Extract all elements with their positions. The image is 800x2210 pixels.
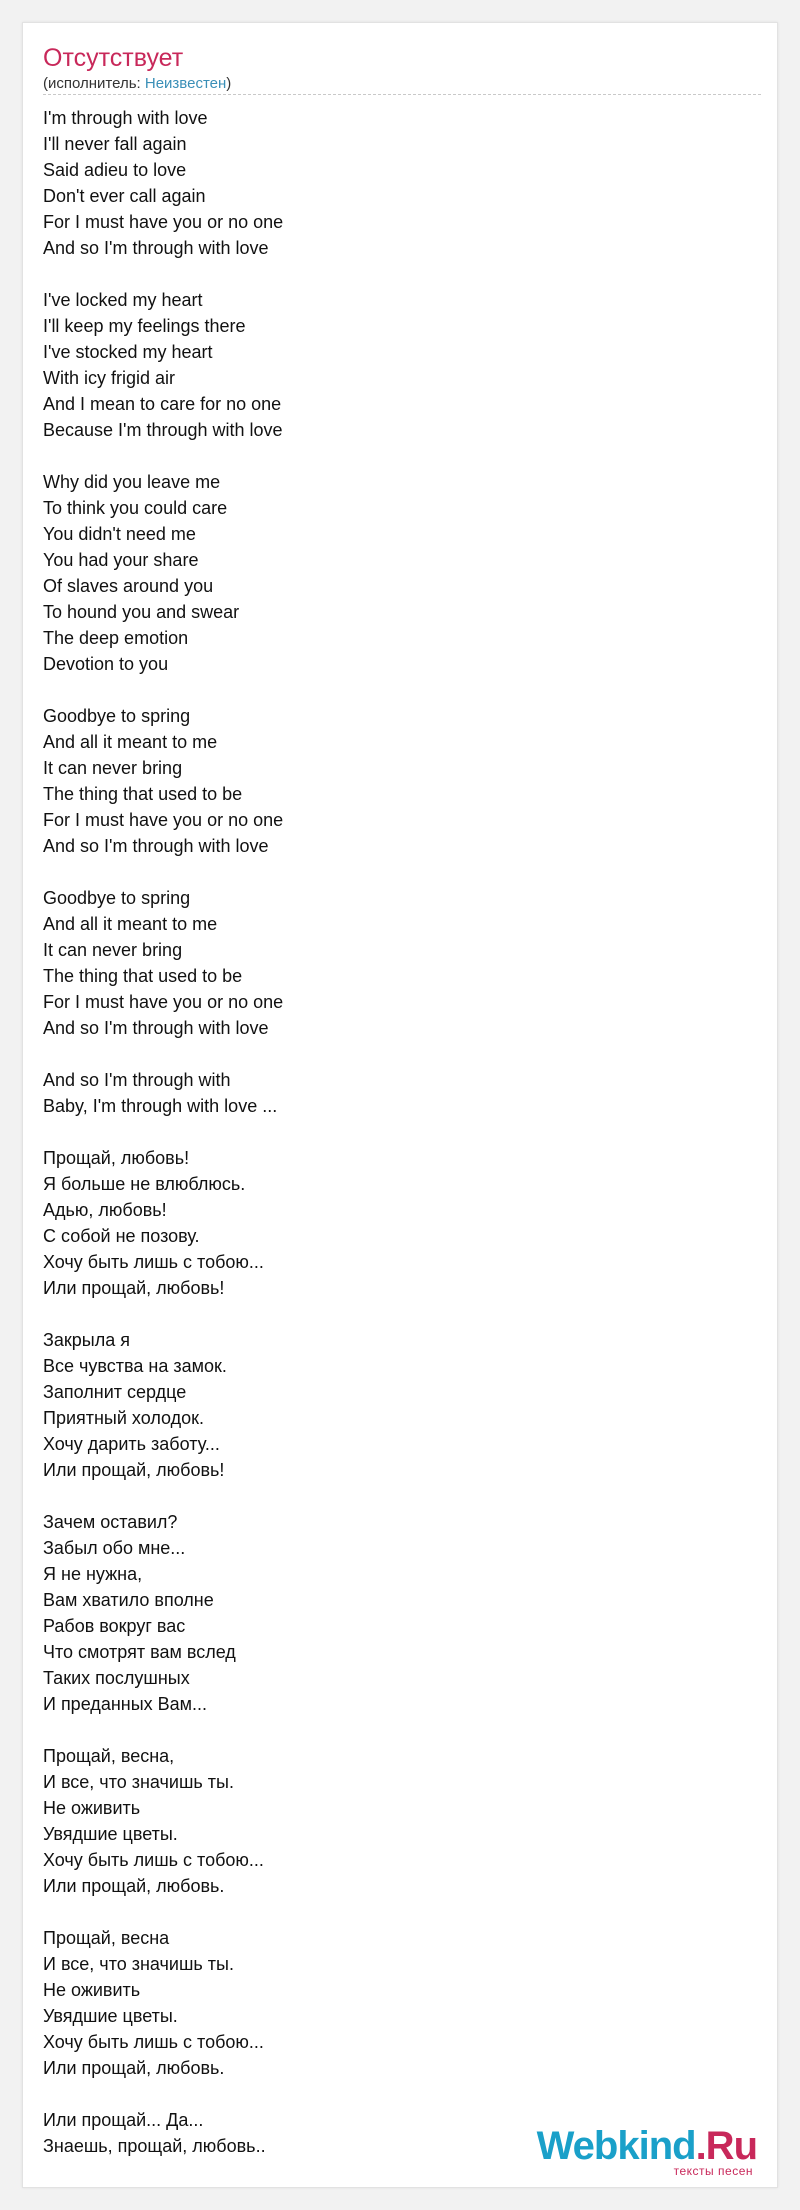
title-divider (43, 94, 761, 95)
lyric-line: Я не нужна, (43, 1564, 143, 1584)
stanza (43, 885, 743, 1041)
lyric-line: Прощай, любовь! (43, 1148, 190, 1168)
lyric-line: С собой не позову. (43, 1226, 200, 1246)
lyric-line: It can never bring (43, 758, 183, 778)
logo-part-ru: .Ru (695, 2124, 757, 2168)
artist-prefix: (исполнитель: (43, 75, 145, 92)
lyric-line: Прощай, весна (43, 1928, 170, 1948)
stanza (43, 105, 743, 261)
lyric-line: Хочу быть лишь с тобою... (43, 1252, 264, 1272)
lyric-line: Прощай, весна, (43, 1746, 175, 1766)
lyric-line: Baby, I'm through with love ... (43, 1096, 278, 1116)
lyric-line: The thing that used to be (43, 966, 243, 986)
lyric-line: Devotion to you (43, 654, 169, 674)
lyric-line: Заполнит сердце (43, 1382, 187, 1402)
lyric-line: И все, что значишь ты. (43, 1772, 234, 1792)
lyric-line: And all it meant to me (43, 914, 218, 934)
lyric-line: And so I'm through with (43, 1070, 231, 1090)
lyric-line: Why did you leave me (43, 472, 221, 492)
lyric-line: Увядшие цветы. (43, 2006, 178, 2026)
lyric-line: To think you could care (43, 498, 228, 518)
lyric-line: Адью, любовь! (43, 1200, 167, 1220)
artist-suffix: ) (226, 75, 232, 92)
stanza (43, 703, 743, 859)
lyric-line: Goodbye to spring (43, 706, 191, 726)
lyric-line: Said adieu to love (43, 160, 187, 180)
lyric-line: I'm through with love (43, 108, 208, 128)
lyric-line: Знаешь, прощай, любовь.. (43, 2136, 266, 2156)
lyric-line: Или прощай, любовь. (43, 2058, 225, 2078)
lyric-line: I'll keep my feelings there (43, 316, 246, 336)
lyric-line: Я больше не влюблюсь. (43, 1174, 246, 1194)
logo-wordmark (537, 2124, 757, 2168)
stanza (43, 1925, 743, 2081)
lyric-line: Because I'm through with love (43, 420, 283, 440)
lyric-line: You had your share (43, 550, 199, 570)
lyric-line: For I must have you or no one (43, 212, 284, 232)
lyric-line: And so I'm through with love (43, 836, 269, 856)
lyric-line: Приятный холодок. (43, 1408, 205, 1428)
lyric-line: With icy frigid air (43, 368, 176, 388)
artist-link[interactable]: Неизвестен (144, 75, 227, 92)
lyric-line: I've stocked my heart (43, 342, 213, 362)
lyric-line: You didn't need me (43, 524, 196, 544)
lyric-line: Закрыла я (43, 1330, 130, 1350)
stanza (43, 1743, 743, 1899)
lyric-line: And so I'm through with love (43, 238, 269, 258)
stanza (43, 287, 743, 443)
artist-line (43, 74, 231, 94)
stanza (43, 1327, 743, 1483)
lyric-line: The deep emotion (43, 628, 189, 648)
lyric-line: Таких послушных (43, 1668, 190, 1688)
lyric-line: И преданных Вам... (43, 1694, 208, 1714)
song-title: Отсутствует (43, 44, 184, 72)
logo-part-webkind: Webkind (536, 2124, 696, 2168)
stanza (43, 1509, 743, 1717)
lyric-line: Или прощай, любовь. (43, 1876, 225, 1896)
lyric-line: Вам хватило вполне (43, 1590, 214, 1610)
lyric-line: Увядшие цветы. (43, 1824, 178, 1844)
stanza (43, 1067, 743, 1119)
stanza (43, 469, 743, 677)
lyric-line: Рабов вокруг вас (43, 1616, 186, 1636)
lyric-line: Хочу быть лишь с тобою... (43, 1850, 264, 1870)
logo-tagline: тексты песен (673, 2164, 753, 2178)
lyric-line: I'll never fall again (43, 134, 187, 154)
lyric-line: It can never bring (43, 940, 183, 960)
stanza (43, 1145, 743, 1301)
lyric-line: Или прощай, любовь! (43, 1278, 225, 1298)
lyric-line: Все чувства на замок. (43, 1356, 227, 1376)
lyric-line: Что смотрят вам вслед (43, 1642, 236, 1662)
webkind-logo[interactable] (537, 2126, 757, 2177)
lyric-line: For I must have you or no one (43, 992, 284, 1012)
lyric-line: Или прощай, любовь! (43, 1460, 225, 1480)
lyric-line: Goodbye to spring (43, 888, 191, 908)
lyric-line: And I mean to care for no one (43, 394, 282, 414)
lyric-line: Или прощай... Да... (43, 2110, 204, 2130)
lyric-line: To hound you and swear (43, 602, 240, 622)
lyric-line: For I must have you or no one (43, 810, 284, 830)
lyric-line: Хочу быть лишь с тобою... (43, 2032, 264, 2052)
lyric-line: Не оживить (43, 1798, 141, 1818)
lyric-line: And all it meant to me (43, 732, 218, 752)
lyrics-card (22, 22, 778, 2188)
lyric-line: Хочу дарить заботу... (43, 1434, 220, 1454)
lyrics-body (43, 105, 743, 2185)
lyric-line: The thing that used to be (43, 784, 243, 804)
lyric-line: Don't ever call again (43, 186, 206, 206)
lyric-line: And so I'm through with love (43, 1018, 269, 1038)
lyric-line: Зачем оставил? (43, 1512, 178, 1532)
lyric-line: И все, что значишь ты. (43, 1954, 234, 1974)
lyric-line: Of slaves around you (43, 576, 214, 596)
lyric-line: Не оживить (43, 1980, 141, 2000)
lyric-line: I've locked my heart (43, 290, 203, 310)
lyric-line: Забыл обо мне... (43, 1538, 186, 1558)
